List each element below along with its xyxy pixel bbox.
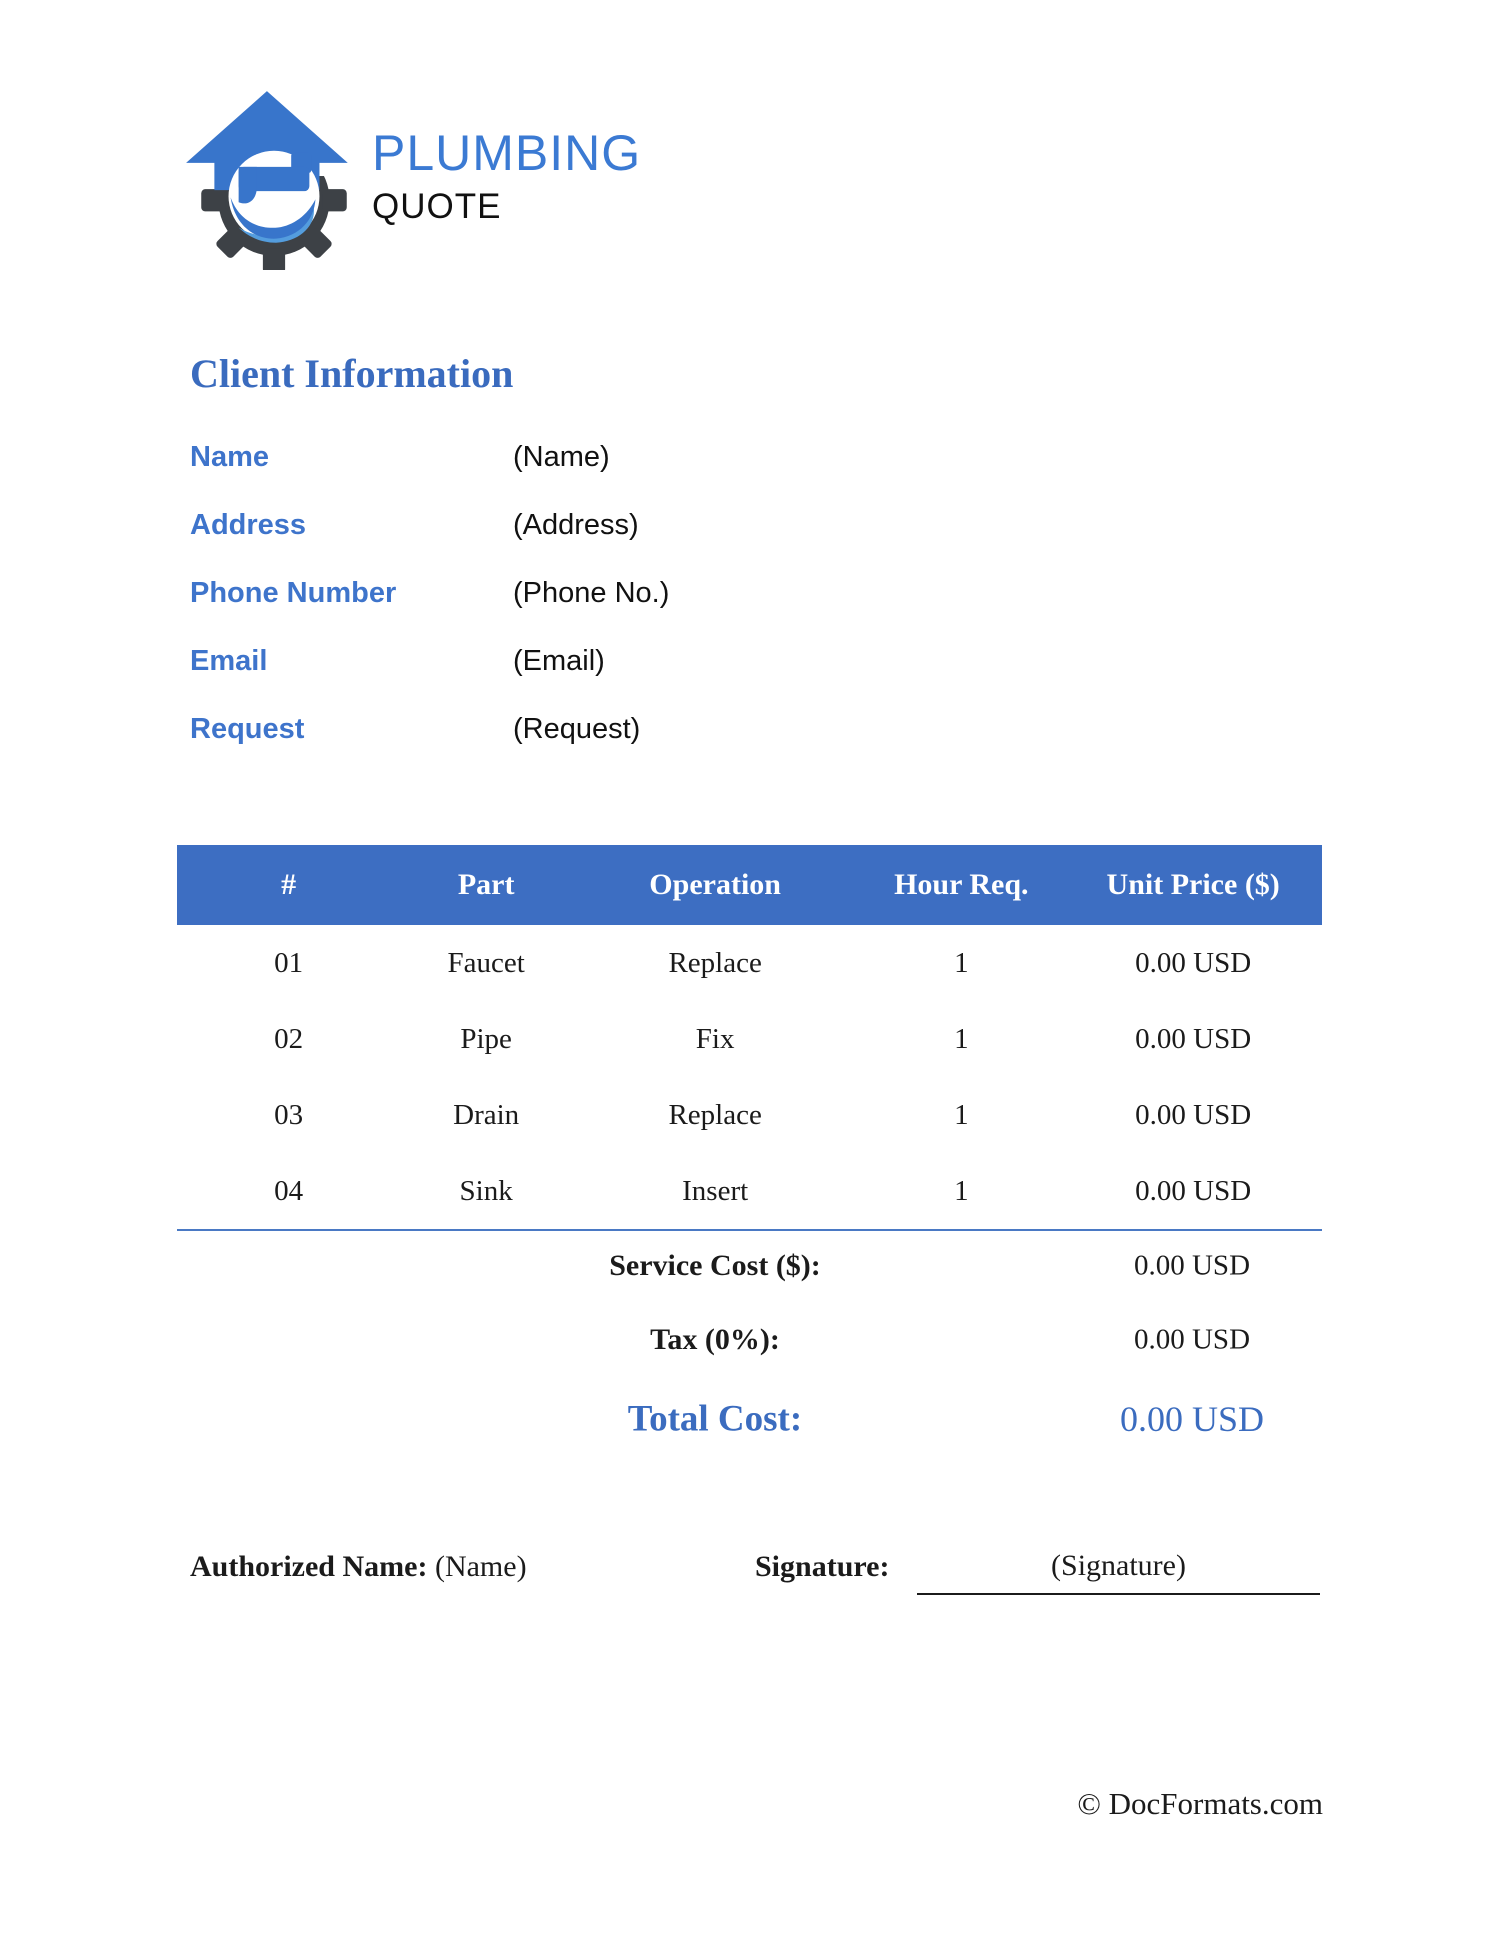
client-field-row <box>190 423 1090 491</box>
column-header: Operation <box>649 868 781 901</box>
subtotal-row <box>177 1229 1322 1303</box>
signature-label: Signature: <box>755 1550 890 1583</box>
table-cell: 04 <box>274 1174 304 1207</box>
table-cell: 0.00 USD <box>1135 946 1252 979</box>
field-value: (Request) <box>513 712 641 745</box>
field-value: (Email) <box>513 644 605 677</box>
client-fields <box>190 423 1090 763</box>
table-cell: 0.00 USD <box>1135 1098 1252 1131</box>
table-cell: 1 <box>954 946 969 979</box>
quote-table <box>177 845 1322 1231</box>
authorized-name-label: Authorized Name: <box>190 1550 428 1583</box>
subtotal-row <box>177 1303 1322 1377</box>
quote-table-body <box>177 925 1322 1231</box>
quote-table-header <box>177 845 1322 925</box>
brand-name: PLUMBING <box>372 125 642 181</box>
client-field-row <box>190 695 1090 763</box>
table-cell: Sink <box>459 1174 513 1207</box>
table-row <box>177 1153 1322 1229</box>
table-cell: 0.00 USD <box>1135 1022 1252 1055</box>
table-row <box>177 925 1322 1001</box>
total-cost-label: Total Cost: <box>627 1398 803 1440</box>
field-value: (Name) <box>513 440 610 473</box>
subtotal-rows <box>177 1229 1322 1377</box>
subtotal-value: 0.00 USD <box>1133 1323 1251 1356</box>
brand-block <box>372 125 642 226</box>
table-cell: Pipe <box>460 1022 512 1055</box>
subtotal-label: Tax (0%): <box>650 1323 780 1356</box>
client-information-heading: Client Information <box>190 351 514 396</box>
subtotal-label: Service Cost ($): <box>609 1249 821 1282</box>
table-cell: Fix <box>695 1022 735 1055</box>
table-row <box>177 1001 1322 1077</box>
totals-section <box>177 1229 1322 1461</box>
field-label: Phone Number <box>190 576 397 609</box>
table-cell: Replace <box>668 1098 762 1131</box>
field-label: Name <box>190 440 269 473</box>
table-cell: 01 <box>274 946 304 979</box>
table-cell: Faucet <box>447 946 525 979</box>
column-header: Part <box>457 868 515 901</box>
client-field-row <box>190 491 1090 559</box>
signature-section <box>190 1544 1325 1592</box>
table-cell: 0.00 USD <box>1135 1174 1252 1207</box>
total-cost-row <box>177 1377 1322 1461</box>
table-cell: 03 <box>274 1098 304 1131</box>
table-cell: Replace <box>668 946 762 979</box>
field-value: (Address) <box>513 508 639 541</box>
footer-credit: © DocFormats.com <box>1077 1786 1323 1821</box>
table-cell: 1 <box>954 1174 969 1207</box>
table-cell: Insert <box>682 1174 749 1207</box>
table-row <box>177 1077 1322 1153</box>
plumbing-logo <box>178 78 370 270</box>
authorized-name-value: (Name) <box>434 1550 527 1583</box>
field-label: Address <box>190 508 307 541</box>
field-value: (Phone No.) <box>513 576 670 609</box>
table-cell: Drain <box>453 1098 520 1131</box>
document-type-label: QUOTE <box>372 187 502 226</box>
table-cell: 1 <box>954 1098 969 1131</box>
signature-line <box>917 1544 1320 1595</box>
column-header: # <box>281 868 297 901</box>
table-cell: 1 <box>954 1022 969 1055</box>
field-label: Request <box>190 712 305 745</box>
field-label: Email <box>190 644 268 677</box>
column-header: Hour Req. <box>894 868 1029 901</box>
table-cell: 02 <box>274 1022 304 1055</box>
client-field-row <box>190 627 1090 695</box>
subtotal-value: 0.00 USD <box>1133 1249 1251 1282</box>
signature-placeholder: (Signature) <box>1051 1549 1186 1582</box>
authorized-name-group <box>190 1550 527 1584</box>
column-header: Unit Price ($) <box>1106 868 1280 901</box>
total-cost-value: 0.00 USD <box>1119 1399 1265 1439</box>
client-field-row <box>190 559 1090 627</box>
